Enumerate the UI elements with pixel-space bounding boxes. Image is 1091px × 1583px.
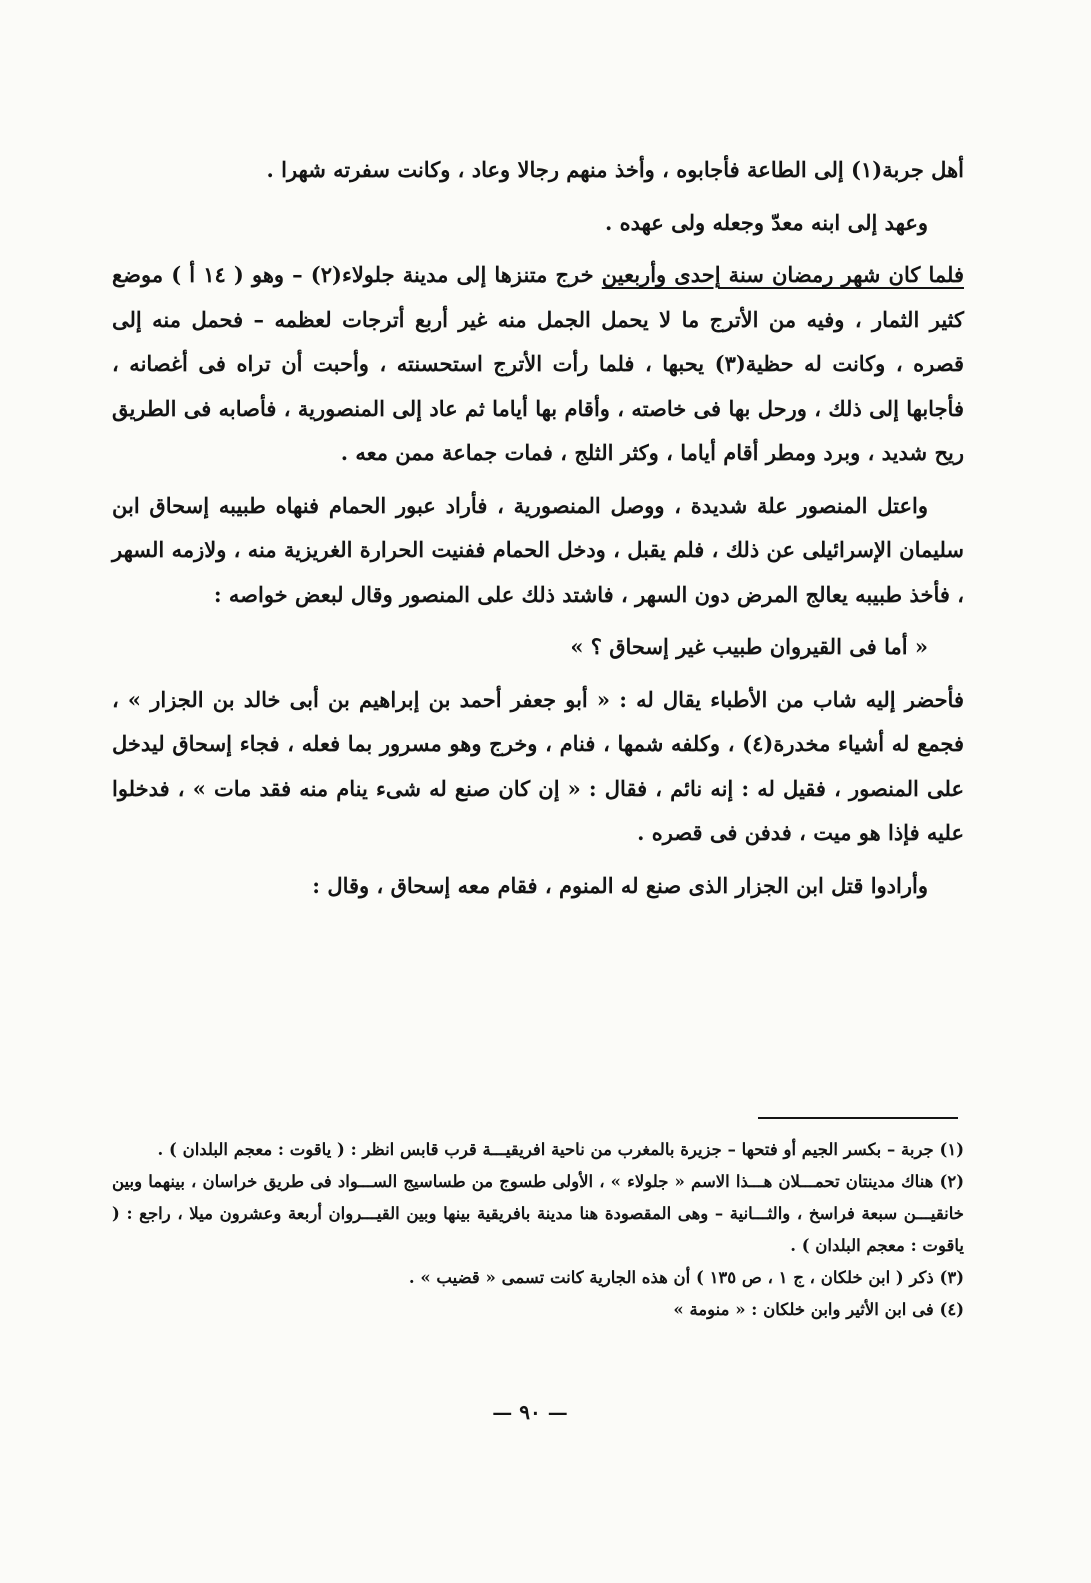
paragraph-4: واعتل المنصور علة شديدة ، ووصل المنصورية ، فأراد عبور الحمام فنهاه طبيبه إسحاق ابن سليمان الإسرائيلى عن ذلك ، فلم يقبل ، ودخل الحمام ففنيت الحرارة الغريزية منه ، ولازمه السهر ، فأخذ طبيبه يعالج المرض دون السهر ، فاشتد ذلك على المنصور وقال لبعض خواصه : [112, 492, 964, 607]
footnote-4: (٤) فى ابن الأثير وابن خلكان : « منومة » [673, 1300, 964, 1319]
paragraph-2: وعهد إلى ابنه معدّ وجعله ولى عهده . [604, 209, 928, 235]
paragraph-3-rest: خرج متنزها إلى مدينة جلولاء(٢) – وهو ( ١٤ أ ) موضع كثير الثمار ، وفيه من الأترج ما لا يحمل الجمل منه غير أربع أترجات لعظمه – فحمل منه إلى قصره ، وكانت له حظية(٣) يحبها ، فلما رأت الأترج استحسنته ، وأحبت أن تراه فى أغصانه ، فأجابها إلى ذلك ، ورحل بها فى خاصته ، وأقام بها أياما ثم عاد إلى المنصورية ، فأصابه فى الطريق ريح شديد ، وبرد ومطر أقام أياما ، وكثر الثلج ، فمات جماعة ممن معه . [112, 262, 965, 465]
quote-paragraph: « أما فى القيروان طبيب غير إسحاق ؟ » [570, 634, 928, 659]
underlined-phrase: فلما كان شهر رمضان سنة إحدى وأربعين [601, 262, 964, 287]
main-text [112, 148, 964, 916]
paragraph-7: وأرادوا قتل ابن الجزار الذى صنع له المنوم ، فقام معه إسحاق ، وقال : [312, 872, 928, 898]
footnote-1: (١) جربة – بكسر الجيم أو فتحها – جزيرة بالمغرب من ناحية افريقيـــة قرب قابس انظر : ( ياقوت : معجم البلدان ) . [157, 1140, 964, 1159]
paragraph-1: أهل جربة(١) إلى الطاعة فأجابوه ، وأخذ منهم رجالا وعاد ، وكانت سفرته شهرا . [266, 157, 964, 182]
paragraph-3 [112, 253, 964, 476]
footnote-divider [758, 1117, 958, 1119]
footnotes [112, 1134, 964, 1326]
paragraph-6: فأحضر إليه شاب من الأطباء يقال له : « أبو جعفر أحمد بن إبراهيم بن أبى خالد بن الجزار » ، فجمع له أشياء مخدرة(٤) ، وكلفه شمها ، فنام ، وخرج وهو مسرور بما فعله ، فجاء إسحاق ليدخل على المنصور ، فقيل له : إنه نائم ، فقال : « إن كان صنع له شىء ينام منه فقد مات » ، فدخلوا عليه فإذا هو ميت ، فدفن فى قصره . [112, 686, 964, 845]
footnote-2: (٢) هناك مدينتان تحمـــلان هـــذا الاسم « جلولاء » ، الأولى طسوج من طساسيج الســـواد فى طريق خراسان ، بينهما وبين خانقيـــن سبعة فراسخ ، والثـــانية – وهى المقصودة هنا مدينة بافريقية بينها وبين القيـــروان أربعة وعشرون ميلا ، راجع : ( ياقوت : معجم البلدان ) . [112, 1172, 964, 1255]
page-number: — ٩٠ — [492, 1400, 568, 1424]
footnote-3: (٣) ذكر ( ابن خلكان ، ج ١ ، ص ١٣٥ ) أن هذه الجارية كانت تسمى « قضيب » . [408, 1268, 964, 1287]
